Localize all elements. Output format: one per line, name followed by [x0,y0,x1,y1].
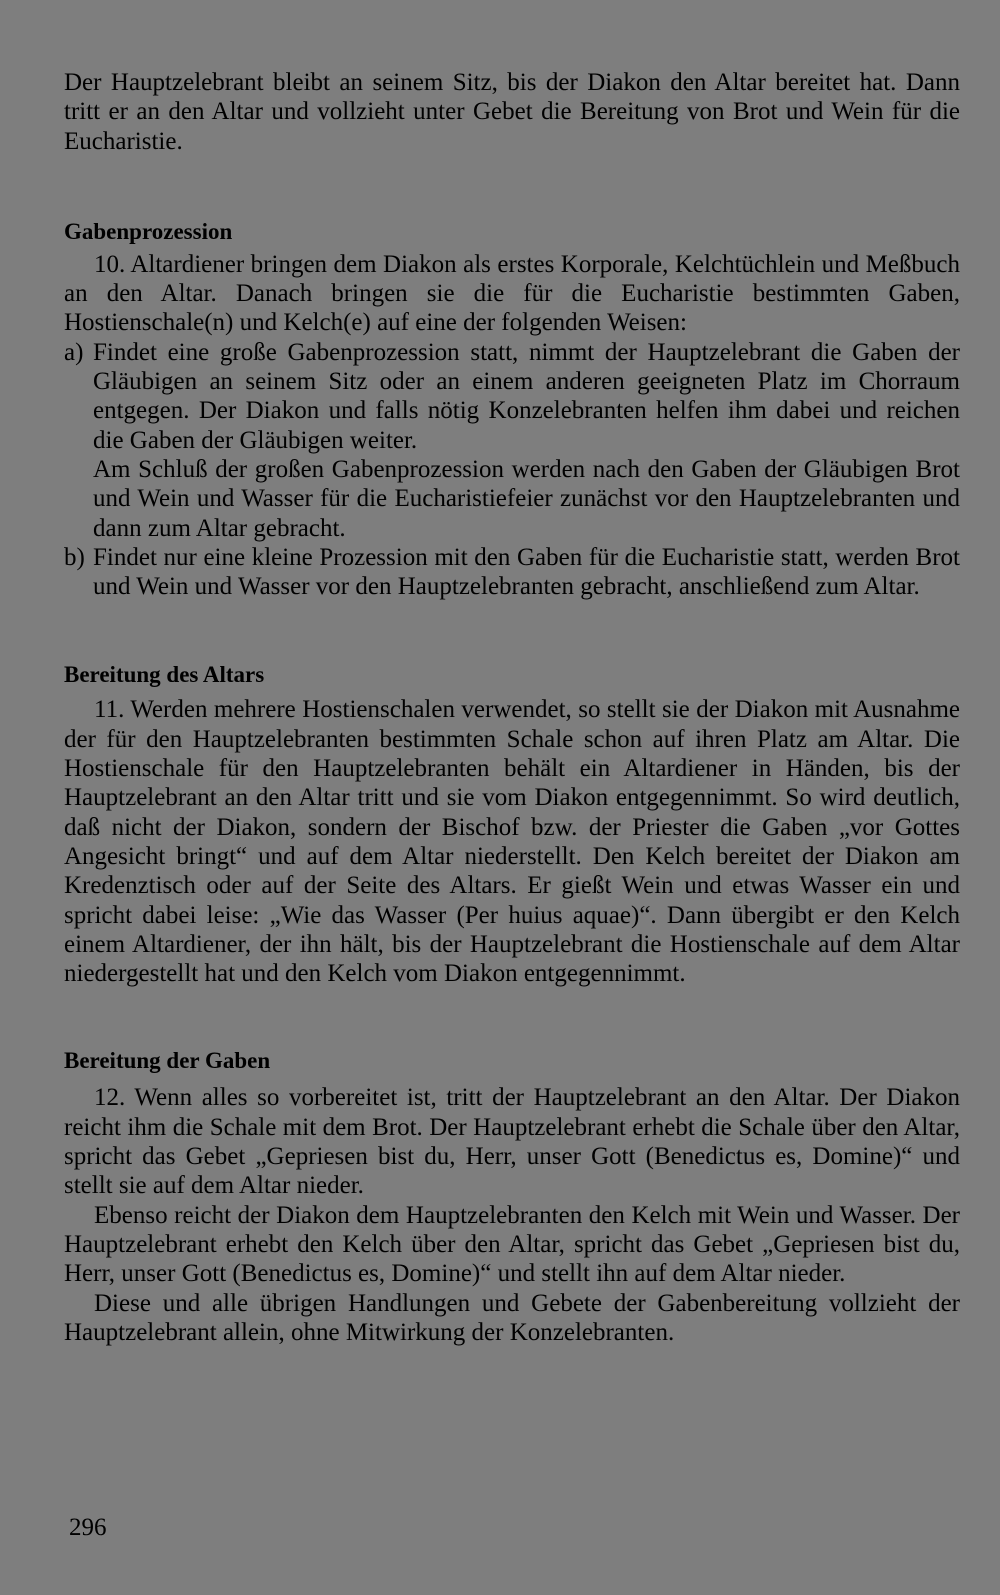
section-gabenprozession [64,217,960,602]
list-item-b [64,543,960,602]
paragraph-12-continuation: Ebenso reicht der Diakon dem Hauptzelebranten den Kelch mit Wein und Wasser. Der Hauptzelebrant erhebt den Kelch über den Altar, spricht das Gebet „Gepriesen bist du, Herr, unser Gott (Benedictus es, Domine)“ und stellt ihn auf dem Altar nieder. [64,1201,960,1288]
section-bereitung-der-gaben [64,1046,960,1347]
list-marker: b) [64,543,85,571]
list-item-a [64,338,960,543]
section-heading: Bereitung des Altars [64,662,265,688]
paragraph-12: 12. Wenn alles so vorbereitet ist, tritt der Hauptzelebrant an den Altar. Der Diakon reicht ihm die Schale mit dem Brot. Der Hauptzelebrant erhebt die Schale über den Altar, spricht das Gebet „Gepriesen bist du, Herr, unser Gott (Benedictus es, Domine)“ und stellt sie auf dem Altar nieder. [64,1084,960,1200]
paragraph-10: 10. Altardiener bringen dem Diakon als erstes Korporale, Kelchtüchlein und Meßbuch an den Altar. Danach bringen sie die für die Eucharistie bestimmten Gaben, Hostienschale(n) und Kelch(e) auf eine der folgenden Weisen: [64,250,960,337]
section-heading: Bereitung der Gaben [64,1048,271,1074]
page-number: 296 [69,1514,107,1541]
intro-paragraph: Der Hauptzelebrant bleibt an seinem Sitz, bis der Diakon den Altar bereitet hat. Dann tritt er an den Altar und vollzieht unter Gebet die Bereitung von Brot und Wein für die Eucharistie. [64,69,960,155]
section-heading: Gabenprozession [64,218,233,244]
page-body [64,68,960,1347]
section-bereitung-des-altars [64,660,960,988]
list-item-b-text: Findet nur eine kleine Prozession mit den Gaben für die Eucharistie statt, werden Brot und Wein und Wasser vor den Hauptzelebranten gebracht, anschließend zum Altar. [93,543,960,601]
paragraph-12-final: Diese und alle übrigen Handlungen und Gebete der Gabenbereitung vollzieht der Hauptzelebrant allein, ohne Mitwirkung der Konzelebranten. [64,1289,960,1346]
list-item-a-continuation: Am Schluß der großen Gabenprozession werden nach den Gaben der Gläubigen Brot und Wein und Wasser für die Eucharistiefeier zunächst vor den Hauptzelebranten und dann zum Altar gebracht. [93,455,960,542]
list-item-a-text: Findet eine große Gabenprozession statt, nimmt der Hauptzelebrant die Gaben der Gläubigen an seinem Sitz oder an einem anderen geeigneten Platz im Chorraum entgegen. Der Diakon und falls nötig Konzelebranten helfen ihm dabei und reichen die Gaben der Gläubigen weiter. [93,338,960,454]
list-marker: a) [64,338,84,366]
paragraph-11: 11. Werden mehrere Hostienschalen verwendet, so stellt sie der Diakon mit Ausnahme der für den Hauptzelebranten bestimmten Schale schon auf ihren Platz am Altar. Die Hostienschale für den Hauptzelebranten behält ein Altardiener in Händen, bis der Hauptzelebrant an den Altar tritt und sie vom Diakon entgegennimmt. So wird deutlich, daß nicht der Diakon, sondern der Bischof bzw. der Priester die Gaben „vor Gottes Angesicht bringt“ und auf dem Altar niederstellt. Den Kelch bereitet der Diakon am Kredenztisch oder auf der Seite des Altars. Er gießt Wein und etwas Wasser ein und spricht dabei leise: „Wie das Wasser (Per huius aquae)“. Dann übergibt er den Kelch einem Altardiener, der ihn hält, bis der Hauptzelebrant die Hostienschale auf dem Altar niedergestellt hat und den Kelch vom Diakon entgegennimmt. [64,696,960,988]
